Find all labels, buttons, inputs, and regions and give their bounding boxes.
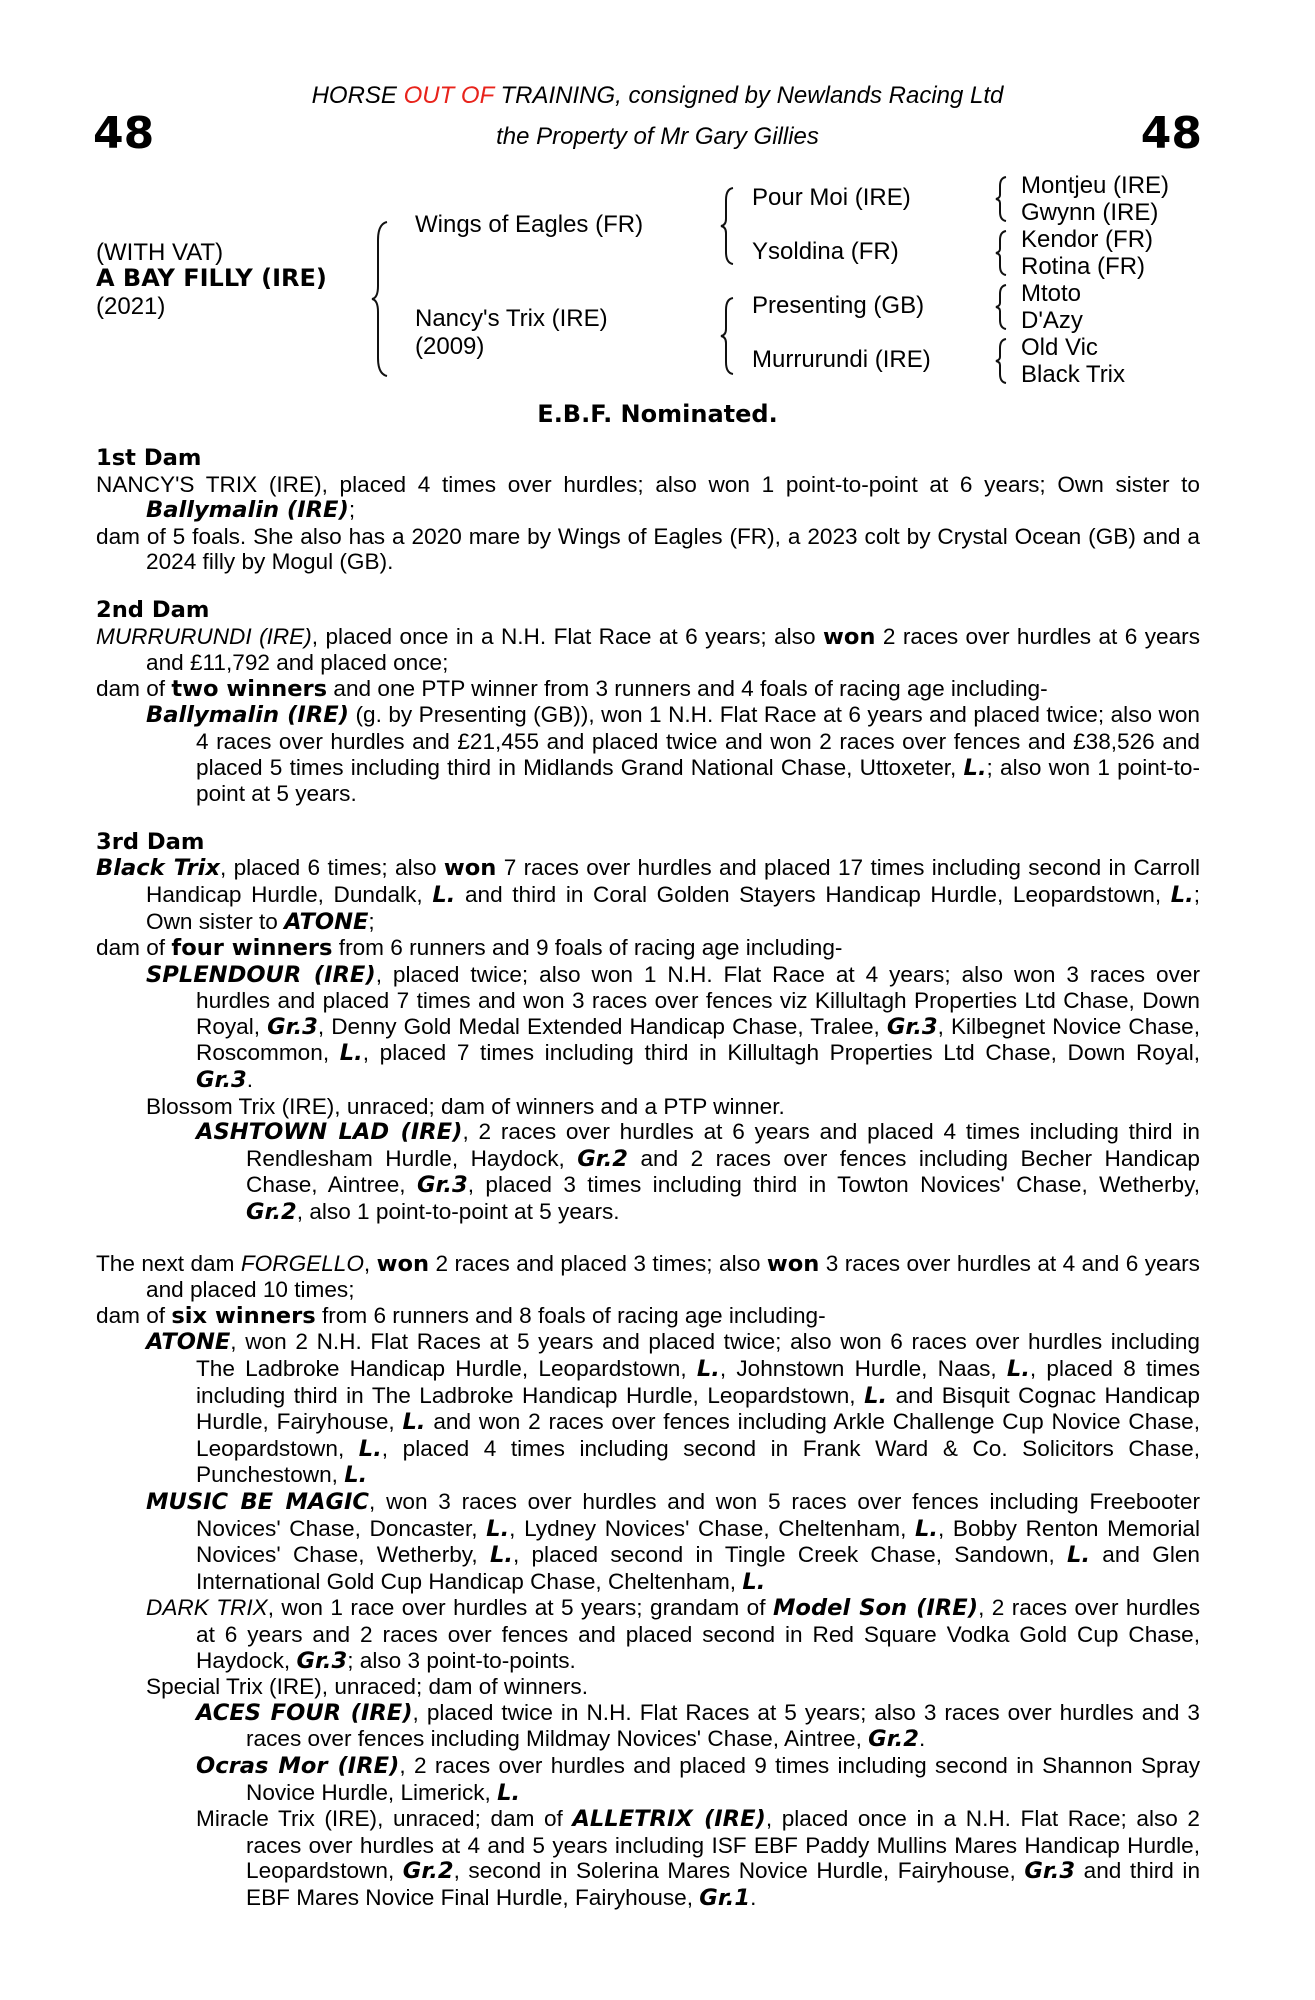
first-dam-paragraph: NANCY'S TRIX (IRE), placed 4 times over hurdles; also won 1 point-to-point at 6 years; Own sister to Ballymalin (IRE); [96,471,1200,524]
dam-dam-name: Murrurundi (IRE) [752,346,931,373]
next-dam-grandprogeny-aces-four: ACES FOUR (IRE), placed twice in N.H. Flat Races at 5 years; also 3 races over hurdles and 3 races over fences including Mildmay Novices' Chase, Aintree, Gr.2. [196,1699,1200,1753]
dam-year: (2009) [415,333,485,360]
first-dam-produce: dam of 5 foals. She also has a 2020 mare by Wings of Eagles (FR), a 2023 colt by Crystal Ocean (GB) and a 2024 filly by Mogul (GB). [96,523,1200,575]
gen3-name-7: Old Vic [1021,334,1098,361]
gen3-name-2: Gwynn (IRE) [1021,199,1159,226]
foaling-year: (2021) [96,293,166,320]
pedigree-brace-main [370,220,390,378]
sire-sire-name: Pour Moi (IRE) [752,184,911,211]
second-dam-progeny-ballymalin: Ballymalin (IRE) (g. by Presenting (GB)), won 1 N.H. Flat Race at 6 years and placed twice; also won 4 races over hurdles and £21,455 and placed twice and won 2 races over fences and £38,526 and placed 5 times including third in Midlands Grand National Chase, Uttoxeter, L.; also won 1 point-to-point at 5 years. [146,702,1200,807]
second-dam-paragraph: MURRURUNDI (IRE), placed once in a N.H. Flat Race at 6 years; also won 2 races over hurdles at 6 years and £11,792 and placed once; [96,623,1200,676]
first-dam-heading: 1st Dam [96,445,202,471]
sire-dam-name: Ysoldina (FR) [752,238,899,265]
next-dam-grandprogeny-miracle-trix: Miracle Trix (IRE), unraced; dam of ALLETRIX (IRE), placed once in a N.H. Flat Race; also 2 races over hurdles at 4 and 5 years including ISF EBF Paddy Mullins Mares Handicap Hurdle, Leopardstown, Gr.2, second in Solerina Mares Novice Hurdle, Fairyhouse, Gr.3 and third in EBF Mares Novice Final Hurdle, Fairyhouse, Gr.1. [196,1806,1201,1911]
pedigree-brace-g3 [993,282,1009,332]
next-dam-progeny-music-be-magic: MUSIC BE MAGIC, won 3 races over hurdles and won 5 races over fences including Freebooter Novices' Chase, Doncaster, L., Lydney Novices' Chase, Cheltenham, L., Bobby Renton Memorial Novices' Chase, Wetherby, L., placed second in Tingle Creek Chase, Sandown, L. and Glen International Gold Cup Handicap Chase, Cheltenham, L. [146,1488,1200,1595]
third-dam-paragraph: Black Trix, placed 6 times; also won 7 races over hurdles and placed 17 times including second in Carroll Handicap Hurdle, Dundalk, L. and third in Coral Golden Stayers Handicap Hurdle, Leopardstown, L.; Own sister to ATONE; [96,855,1200,935]
header-text-1: HORSE [311,82,404,109]
header-text-2: TRAINING, consigned by Newlands Racing Ltd [493,82,1004,109]
pedigree-brace-g4 [993,336,1009,386]
lot-number-left: 48 [93,108,155,159]
third-dam-heading: 3rd Dam [96,828,205,855]
next-dam-progeny-special-trix: Special Trix (IRE), unraced; dam of winners. [146,1674,589,1700]
horse-name: A BAY FILLY (IRE) [96,264,327,292]
property-line: the Property of Mr Gary Gillies [496,123,819,150]
third-dam-produce: dam of four winners from 6 runners and 9 foals of racing age including- [96,935,843,962]
third-dam-progeny-splendour: SPLENDOUR (IRE), placed twice; also won 1 N.H. Flat Race at 4 years; also won 3 races over hurdles and placed 7 times and won 3 races over fences viz Killultagh Properties Ltd Chase, Down Royal, Gr.3, Denny Gold Medal Extended Handicap Chase, Tralee, Gr.3, Kilbegnet Novice Chase, Roscommon, L., placed 7 times including third in Killultagh Properties Ltd Chase, Down Royal, Gr.3. [146,961,1200,1094]
dam-line-text [96,446,1200,1911]
gen3-name-1: Montjeu (IRE) [1021,172,1170,199]
gen3-name-6: D'Azy [1021,307,1083,334]
pedigree-brace-dam [719,296,735,376]
gen3-name-8: Black Trix [1021,361,1126,388]
next-dam-progeny-atone: ATONE, won 2 N.H. Flat Races at 5 years and placed twice; also won 6 races over hurdles including The Ladbroke Handicap Hurdle, Leopardstown, L., Johnstown Hurdle, Naas, L., placed 8 times including third in The Ladbroke Handicap Hurdle, Leopardstown, L. and Bisquit Cognac Handicap Hurdle, Fairyhouse, L. and won 2 races over fences including Arkle Challenge Cup Novice Chase, Leopardstown, L., placed 4 times including second in Frank Ward & Co. Solicitors Chase, Punchestown, L. [146,1329,1201,1489]
next-dam-progeny-dark-trix: DARK TRIX, won 1 race over hurdles at 5 years; grandam of Model Son (IRE), 2 races over hurdles at 6 years and 2 races over fences and placed second in Red Square Vodka Gold Cup Chase, Haydock, Gr.3; also 3 point-to-points. [146,1595,1201,1674]
ebf-nominated: E.B.F. Nominated. [537,400,778,428]
gen3-name-3: Kendor (FR) [1021,226,1154,253]
second-dam-heading: 2nd Dam [96,596,210,623]
gen3-name-5: Mtoto [1021,280,1082,307]
pedigree-brace-g2 [993,228,1009,278]
out-of-label: OUT OF [403,82,494,109]
third-dam-progeny-blossom-trix: Blossom Trix (IRE), unraced; dam of winners and a PTP winner. [146,1093,785,1119]
next-dam-grandprogeny-ocras-mor: Ocras Mor (IRE), 2 races over hurdles and placed 9 times including second in Shannon Spray Novice Hurdle, Limerick, L. [196,1752,1200,1806]
consignment-line [0,82,1315,110]
dam-name: Nancy's Trix (IRE) [415,305,608,332]
pedigree-brace-g1 [993,174,1009,224]
lot-number-right: 48 [1140,108,1202,159]
dam-sire-name: Presenting (GB) [752,292,925,319]
second-dam-produce: dam of two winners and one PTP winner from 3 runners and 4 foals of racing age including- [96,675,1048,702]
gen3-name-4: Rotina (FR) [1021,253,1146,280]
pedigree-brace-sire [719,186,735,266]
vat-label: (WITH VAT) [96,239,224,266]
next-dam-paragraph: The next dam FORGELLO, won 2 races and placed 3 times; also won 3 races over hurdles at 4 and 6 years and placed 10 times; [96,1250,1200,1303]
sire-name: Wings of Eagles (FR) [415,211,644,238]
next-dam-produce: dam of six winners from 6 runners and 8 foals of racing age including- [96,1302,826,1329]
third-dam-grandprogeny-ashtown-lad: ASHTOWN LAD (IRE), 2 races over hurdles at 6 years and placed 4 times including third in Rendlesham Hurdle, Haydock, Gr.2 and 2 races over fences including Becher Handicap Chase, Aintree, Gr.3, placed 3 times including third in Towton Novices' Chase, Wetherby, Gr.2, also 1 point-to-point at 5 years. [196,1119,1200,1226]
